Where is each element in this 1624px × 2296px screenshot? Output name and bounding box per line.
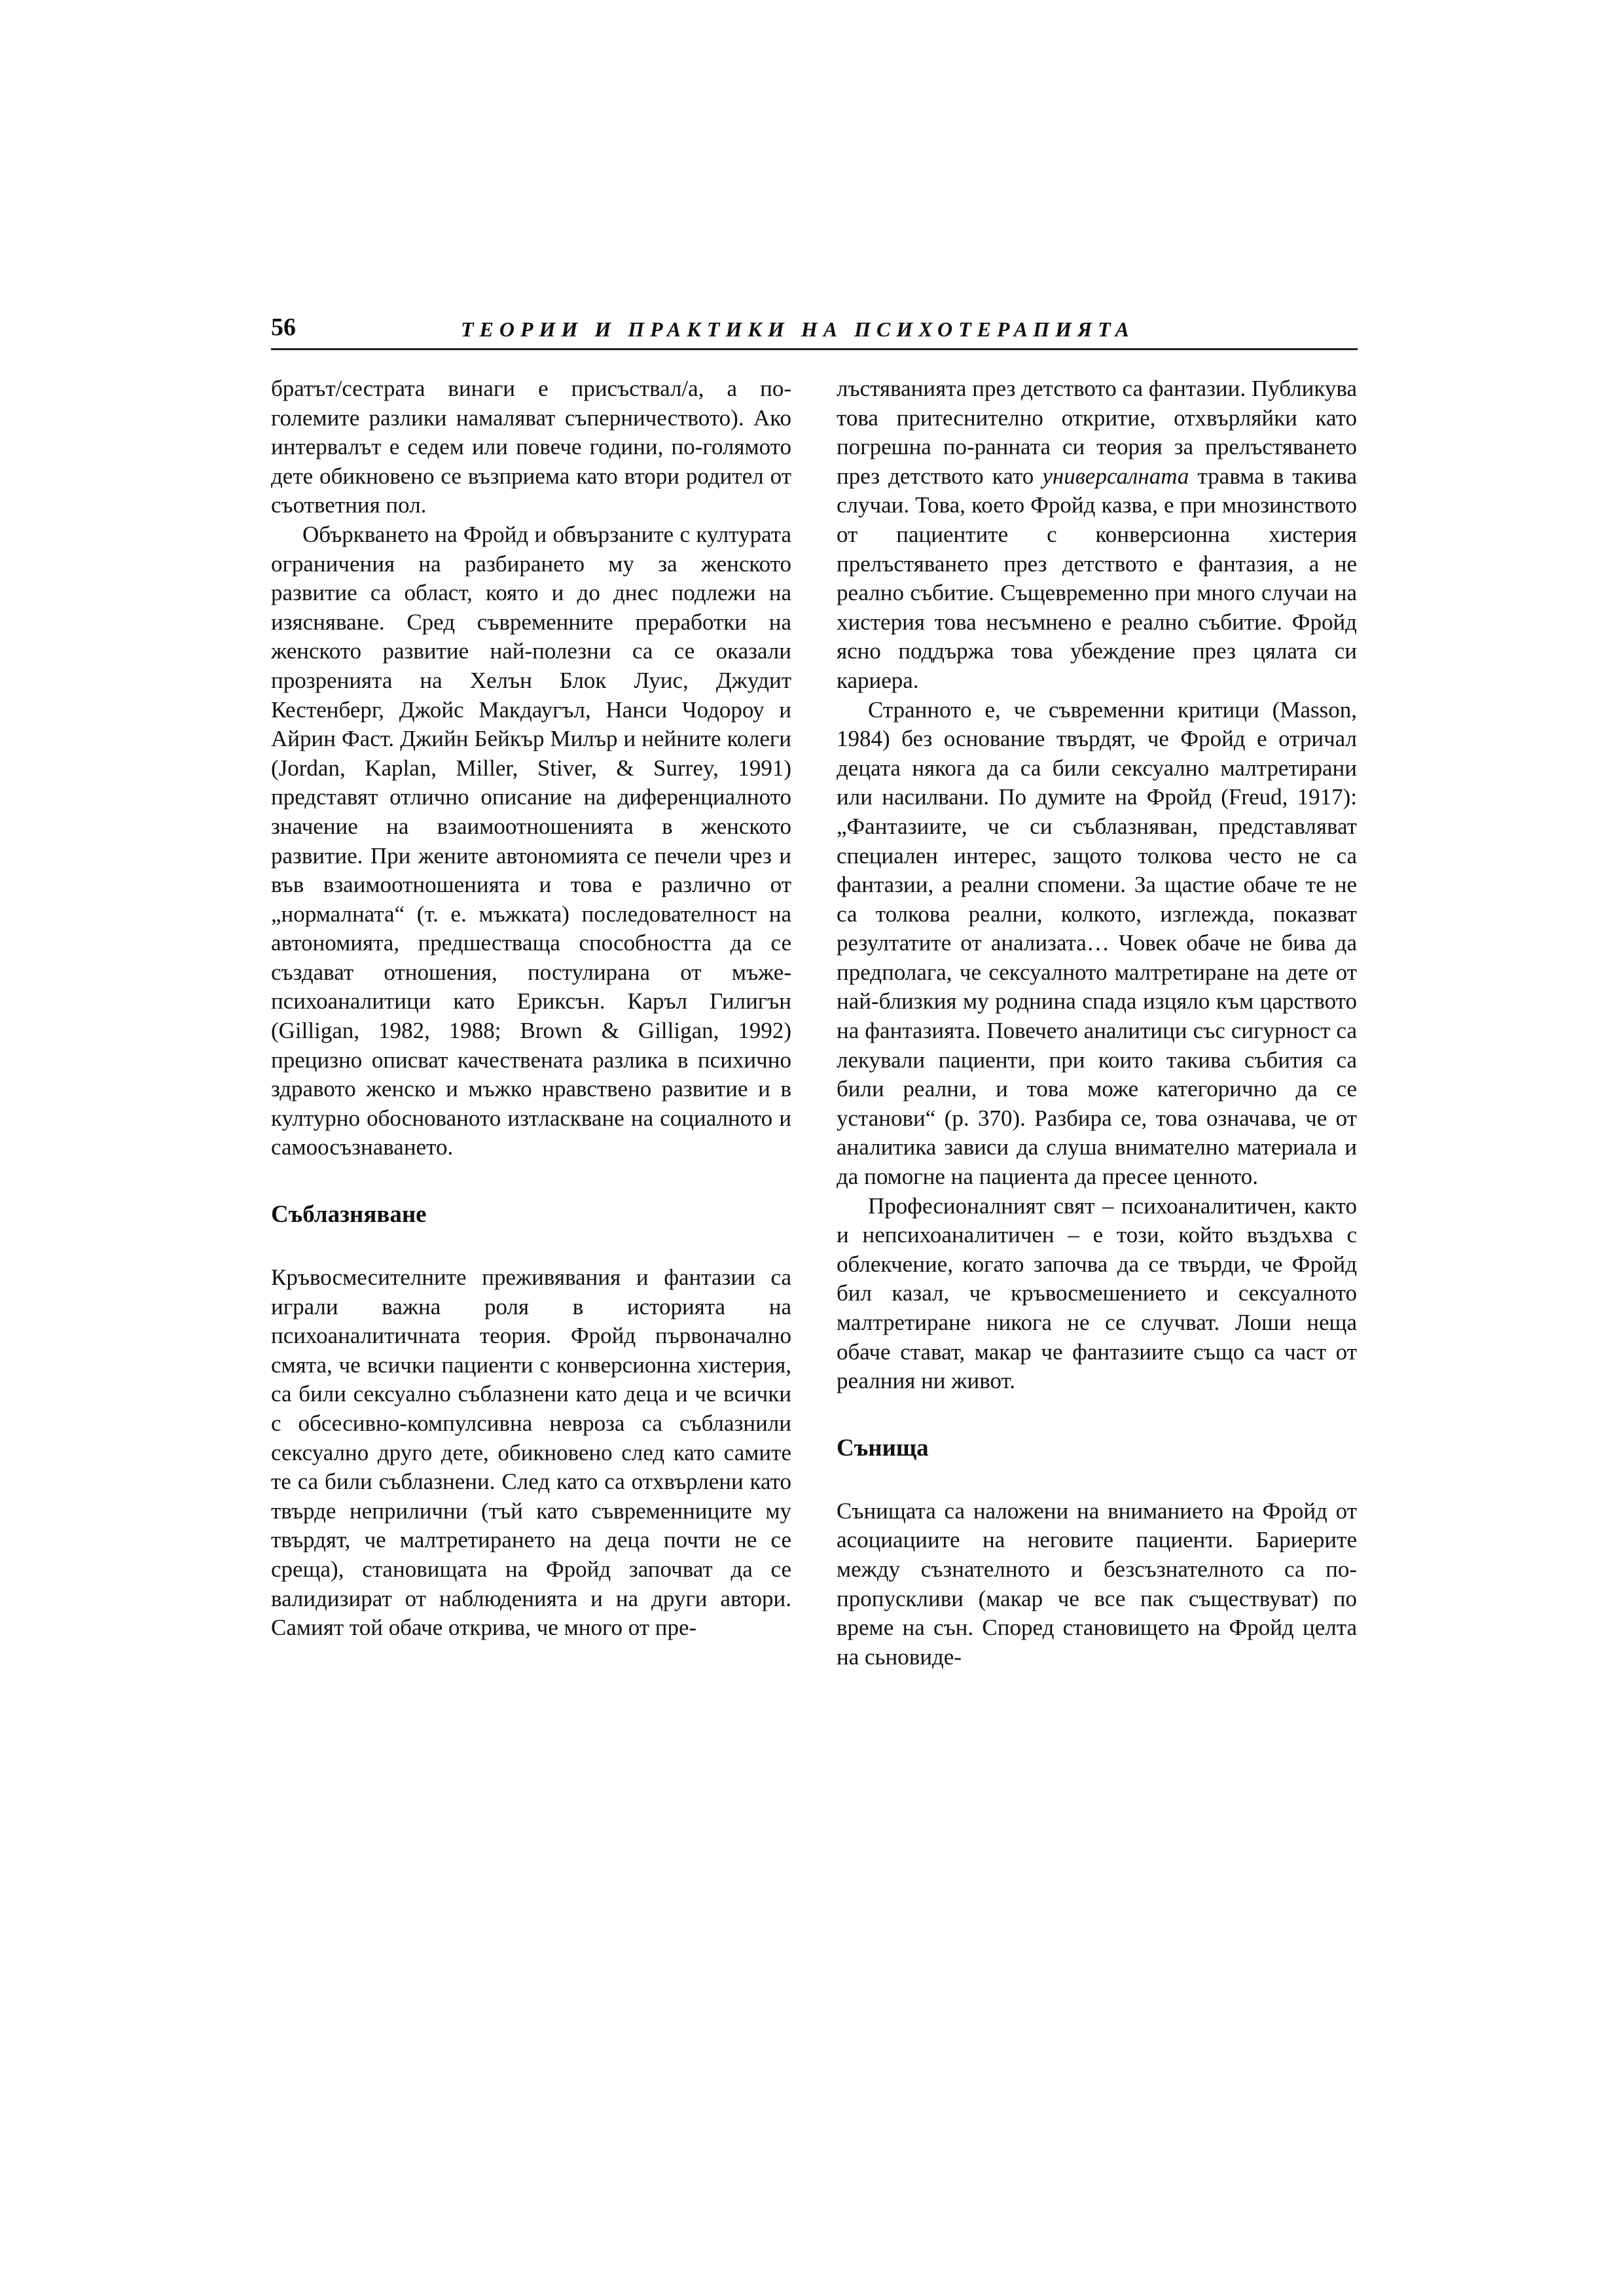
paragraph [837, 374, 1357, 696]
paragraph: Сънищата са наложени на вниманието на Фройд от асоциациите на неговите пациенти. Бариерите между съзнателното и безсъзнателното са по-пропускливи (макар че все пак съществуват) по време на сън. Според становището на Фройд целта на сьновиде- [837, 1498, 1357, 1670]
paragraph: Странното е, че съвременни критици (Masson, 1984) без основание твърдят, че Фройд е отричал децата някога да са били сексуално малтретирани или насилвани. По думите на Фройд (Freud, 1917): „Фантазиите, че си съблазняван, представляват специален интерес, защото толкова често не са фантазии, а реални спомени. За щастие обаче те не са толкова реални, колкото, изглежда, показват резултатите от анализата… Човек обаче не бива да предполага, че сексуалното малтретиране на дете от най-близкия му роднина спада изцяло към царството на фантазията. Повечето аналитици със сигурност са лекували пациенти, при които такива събития са били реални, и това може категорично да се установи“ (p. 370). Разбира се, това означава, че от аналитика зависи да слуша внимателно материала и да помогне на пациента да пресее ценното. [837, 696, 1357, 1190]
section-heading-dreams: Сънища [837, 1434, 929, 1462]
text-span: травма в такива случаи. Това, което Фройд казва, е при мнозинството от пациентите с конверсионна хистерия прелъстяването през детството е фантазия, а не реално събитие. Същевременно при много случаи на хистерия това несъмнено е реално събитие. Фройд ясно поддържа това убеждение през цялата си кариера. [837, 463, 1357, 693]
running-header [271, 310, 1358, 350]
section-heading-seduction: Съблазняване [271, 1201, 427, 1229]
paragraph: Объркването на Фройд и обвързаните с културата ограничения на разбирането му за женското развитие са област, която и до днес подлежи на изясняване. Сред съвременните преработки на женското развитие най-полезни са се оказали прозренията на Хелън Блок Луис, Джудит Кестенберг, Джойс Макдаугъл, Нанси Чодороу и Айрин Фаст. Джийн Бейкър Милър и нейните колеги (Jordan, Kaplan, Miller, Stiver, & Surrey, 1991) представят отлично описание на диференциалното значение на взаимоотношенията в женското развитие. При жените автономията се печели чрез и във взаимоотношенията и това е различно от „нормалната“ (т. е. мъжката) последователност на автономията, предшестваща способността да се създават отношения, постулирана от мъже-психоаналитици като Ериксън. Каръл Гилигън (Gilligan, 1982, 1988; Brown & Gilligan, 1992) прецизно описват качествената разлика в психично здравото женско и мъжко нравствено развитие и в културно обоснованото изтласкване на социалното и самоосъзнаването. [271, 521, 791, 1160]
right-column [837, 374, 1357, 1984]
paragraph: братът/сестрата винаги е присъствал/а, а по-големите разлики намаляват съперничеството). Ако интервалът е седем или повече години, по-голямото дете обикновено се възприема като втори родител от съответния пол. [271, 376, 791, 518]
page-number: 56 [271, 314, 296, 341]
paragraph: Кръвосмесителните преживявания и фантазии са играли важна роля в историята на психоаналитичната теория. Фройд първоначално смята, че всички пациенти с конверсионна хистерия, са били сексуално съблазнени като деца и че всички с обсесивно-компулсивна невроза са съблазнили сексуално друго дете, обикновено след като самите те са били съблазнени. След като са отхвърлени като твърде неприлични (тъй като съвременниците му твърдят, че малтретирането на деца почти не се среща), становищата на Фройд започват да се валидизират от наблюденията и на други автори. Самият той обаче открива, че много от пре- [271, 1265, 791, 1641]
paragraph: Професионалният свят – психоаналитичен, както и непсихоаналитичен – е този, който въздъхва с облекчение, когато започва да се твърди, че Фройд бил казал, че кръвосмешението и сексуалното малтретиране никога не се случват. Лоши неща обаче стават, макар че фантазиите също са част от реалния ни живот. [837, 1193, 1357, 1394]
text-span: лъстяванията през детството са фантазии. Публикува това притеснително откритие, отхвърляйки като погрешна по-ранната си теория за прелъстяването през детството като [837, 376, 1357, 489]
italic-term: универсалната [1042, 463, 1189, 489]
running-title: ТЕОРИИ И ПРАКТИКИ НА ПСИХОТЕРАПИЯТА [461, 317, 1135, 341]
left-column [271, 374, 791, 1984]
